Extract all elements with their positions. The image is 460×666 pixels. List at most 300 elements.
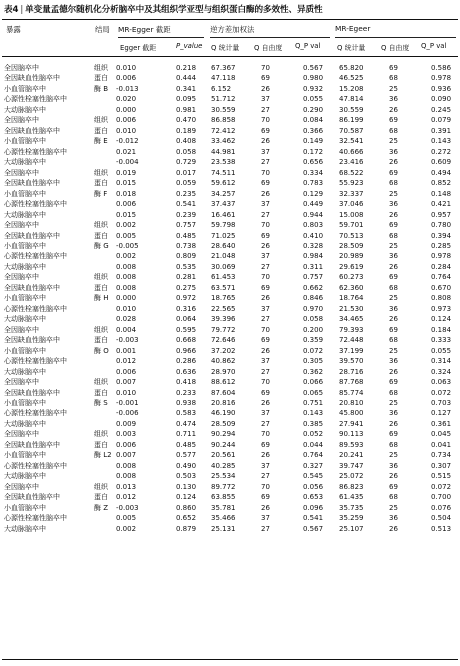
table-row	[4, 388, 460, 398]
exposure-cell: 全因脑卒中	[4, 64, 39, 72]
table-row	[4, 105, 460, 115]
outcome-cell: 酶 O	[94, 346, 109, 355]
mregger-q-df-cell: 36	[389, 252, 398, 261]
ivw-q-pval-cell: 0.334	[303, 168, 324, 177]
exposure-cell: 全因脑卒中	[4, 378, 39, 387]
ivw-q-stat-cell: 90.294	[211, 430, 236, 439]
ivw-q-df-cell: 27	[261, 105, 270, 114]
exposure-cell: 大动脉脑卒中	[4, 472, 46, 481]
p-value-cell: 0.981	[176, 105, 197, 114]
ivw-q-df-cell: 27	[261, 262, 270, 271]
mregger-q-stat-cell: 59.701	[339, 221, 364, 230]
outcome-cell	[94, 314, 116, 324]
mregger-q-pval-cell: 0.285	[431, 241, 452, 250]
p-value-cell: 0.316	[176, 304, 197, 313]
p-value-cell: 0.938	[176, 399, 197, 407]
exposure-cell: 大动脉脑卒中	[4, 315, 46, 324]
header-mregger-q-df: Q 自由度	[381, 44, 410, 52]
egger-intercept-cell: 0.015	[116, 179, 137, 188]
mregger-q-stat-cell: 46.525	[339, 74, 364, 83]
outcome-cell: 组织	[94, 273, 108, 282]
ivw-q-stat-cell: 30.069	[211, 262, 236, 271]
ivw-q-df-cell: 37	[261, 409, 270, 418]
ivw-q-pval-cell: 0.328	[303, 241, 324, 250]
egger-intercept-cell: 0.010	[116, 126, 137, 135]
table-row	[4, 503, 460, 513]
ivw-q-stat-cell: 21.048	[211, 252, 236, 261]
p-value-cell: 0.668	[176, 336, 197, 345]
egger-intercept-cell: 0.006	[116, 74, 137, 83]
mregger-q-df-cell: 26	[389, 472, 398, 481]
mregger-q-stat-cell: 79.393	[339, 325, 364, 334]
outcome-cell: 组织	[94, 168, 108, 177]
mregger-q-df-cell: 25	[389, 294, 398, 303]
mregger-q-pval-cell: 0.421	[431, 200, 452, 209]
mregger-q-df-cell: 69	[389, 325, 398, 334]
p-value-cell: 0.474	[176, 419, 197, 428]
mregger-q-stat-cell: 20.810	[339, 399, 364, 407]
p-value-cell: 0.966	[176, 346, 197, 355]
ivw-q-df-cell: 26	[261, 399, 270, 407]
ivw-q-pval-cell: 0.044	[303, 440, 324, 449]
ivw-q-stat-cell: 28.970	[211, 367, 236, 376]
egger-intercept-cell: 0.021	[116, 147, 137, 156]
table-row	[4, 314, 460, 324]
outcome-cell	[94, 356, 116, 366]
ivw-q-df-cell: 27	[261, 419, 270, 428]
mregger-q-stat-cell: 70.587	[339, 126, 364, 135]
ivw-q-pval-cell: 0.362	[303, 367, 324, 376]
mregger-q-pval-cell: 0.978	[431, 74, 452, 83]
table-caption: 单变量孟德尔随机化分析脑卒中及其组织学亚型与组织蛋白酶的多效性、异质性	[25, 5, 323, 15]
exposure-cell: 全因缺血性脑卒中	[4, 388, 60, 397]
ivw-q-pval-cell: 0.143	[303, 409, 324, 418]
mregger-q-pval-cell: 0.148	[431, 189, 452, 198]
outcome-cell: 蛋白	[94, 336, 108, 345]
mregger-q-stat-cell: 18.764	[339, 294, 364, 303]
header-rule	[2, 56, 458, 57]
mregger-q-df-cell: 25	[389, 346, 398, 355]
ivw-q-df-cell: 26	[261, 137, 270, 146]
egger-intercept-cell: 0.005	[116, 231, 137, 240]
p-value-cell: 0.595	[176, 325, 197, 334]
egger-intercept-cell: 0.009	[116, 419, 137, 428]
table-row	[4, 419, 460, 429]
ivw-q-df-cell: 37	[261, 514, 270, 523]
egger-intercept-cell: -0.005	[116, 241, 139, 250]
mregger-q-df-cell: 68	[389, 336, 398, 345]
mregger-q-pval-cell: 0.072	[431, 482, 452, 491]
egger-intercept-cell: -0.012	[116, 137, 139, 146]
outcome-cell: 蛋白	[94, 231, 108, 240]
ivw-q-stat-cell: 63.855	[211, 493, 236, 502]
egger-intercept-cell: 0.013	[116, 482, 137, 491]
outcome-cell: 组织	[94, 378, 108, 387]
p-value-cell: 0.064	[176, 315, 197, 324]
ivw-q-df-cell: 26	[261, 84, 270, 93]
ivw-q-stat-cell: 37.437	[211, 200, 236, 209]
ivw-q-pval-cell: 0.055	[303, 95, 324, 104]
mregger-q-stat-cell: 28.716	[339, 367, 364, 376]
egger-intercept-cell: 0.000	[116, 294, 137, 303]
mregger-q-stat-cell: 86.199	[339, 116, 364, 125]
mregger-q-pval-cell: 0.703	[431, 399, 452, 407]
ivw-q-df-cell: 69	[261, 493, 270, 502]
table-row	[4, 293, 460, 303]
p-value-cell: 0.444	[176, 74, 197, 83]
outcome-cell: 组织	[94, 116, 108, 125]
egger-intercept-cell: 0.008	[116, 472, 137, 481]
ivw-q-df-cell: 69	[261, 440, 270, 449]
exposure-cell: 小血管脑卒中	[4, 84, 46, 93]
egger-intercept-cell: 0.005	[116, 514, 137, 523]
outcome-cell: 蛋白	[94, 493, 108, 502]
exposure-cell: 全因脑卒中	[4, 221, 39, 230]
mregger-q-df-cell: 26	[389, 210, 398, 219]
mregger-q-pval-cell: 0.272	[431, 147, 452, 156]
ivw-q-df-cell: 37	[261, 357, 270, 366]
outcome-cell: 酶 L2	[94, 451, 112, 460]
p-value-cell: 0.541	[176, 200, 197, 209]
ivw-q-pval-cell: 0.172	[303, 147, 324, 156]
ivw-q-pval-cell: 0.305	[303, 357, 324, 366]
outcome-cell: 组织	[94, 221, 108, 230]
p-value-cell: 0.058	[176, 147, 197, 156]
mregger-q-df-cell: 69	[389, 116, 398, 125]
p-value-cell: 0.408	[176, 137, 197, 146]
ivw-q-pval-cell: 0.984	[303, 252, 324, 261]
ivw-q-stat-cell: 74.511	[211, 168, 236, 177]
exposure-cell: 全因脑卒中	[4, 325, 39, 334]
mregger-q-stat-cell: 34.465	[339, 315, 364, 324]
ivw-q-df-cell: 27	[261, 472, 270, 481]
exposure-cell: 大动脉脑卒中	[4, 210, 46, 219]
mregger-q-stat-cell: 15.008	[339, 210, 364, 219]
outcome-cell: 酶 F	[94, 189, 108, 198]
egger-intercept-cell: -0.004	[116, 158, 139, 167]
mregger-q-df-cell: 68	[389, 231, 398, 240]
mregger-q-stat-cell: 45.800	[339, 409, 364, 418]
ivw-group-underline	[210, 37, 330, 38]
table-row	[4, 147, 460, 157]
p-value-cell: 0.286	[176, 357, 197, 366]
ivw-q-df-cell: 69	[261, 283, 270, 292]
ivw-q-df-cell: 27	[261, 524, 270, 533]
ivw-q-stat-cell: 90.244	[211, 440, 236, 449]
mregger-q-df-cell: 36	[389, 200, 398, 209]
table-row	[4, 73, 460, 83]
exposure-cell: 全因脑卒中	[4, 116, 39, 125]
outcome-cell	[94, 524, 116, 534]
exposure-cell: 全因缺血性脑卒中	[4, 231, 60, 240]
table-row	[4, 220, 460, 230]
table-row	[4, 94, 460, 104]
mregger-q-df-cell: 25	[389, 399, 398, 407]
mregger-q-pval-cell: 0.734	[431, 451, 452, 460]
mregger-q-stat-cell: 25.072	[339, 472, 364, 481]
table-row	[4, 115, 460, 125]
exposure-cell: 全因脑卒中	[4, 168, 39, 177]
egger-intercept-cell: -0.003	[116, 503, 139, 512]
exposure-cell: 心源性栓塞性脑卒中	[4, 514, 67, 523]
ivw-q-df-cell: 70	[261, 116, 270, 125]
header-ivw-q-stat: Q 统计量	[211, 44, 240, 52]
exposure-cell: 全因脑卒中	[4, 430, 39, 439]
ivw-q-pval-cell: 0.653	[303, 493, 324, 502]
outcome-cell	[94, 513, 116, 523]
header-egger-group: MR-Egger 截距	[118, 25, 171, 34]
table-row	[4, 367, 460, 377]
mregger-q-df-cell: 36	[389, 461, 398, 470]
mregger-q-df-cell: 69	[389, 221, 398, 230]
mregger-q-stat-cell: 72.448	[339, 336, 364, 345]
ivw-q-df-cell: 27	[261, 210, 270, 219]
p-value-cell: 0.130	[176, 482, 197, 491]
ivw-q-df-cell: 69	[261, 336, 270, 345]
mregger-q-df-cell: 26	[389, 315, 398, 324]
exposure-cell: 全因缺血性脑卒中	[4, 283, 60, 292]
exposure-cell: 大动脉脑卒中	[4, 105, 46, 114]
ivw-q-df-cell: 27	[261, 158, 270, 167]
table-row	[4, 524, 460, 534]
egger-intercept-cell: 0.010	[116, 388, 137, 397]
p-value-cell: 0.636	[176, 367, 197, 376]
egger-intercept-cell: 0.015	[116, 210, 137, 219]
table-row	[4, 199, 460, 209]
mregger-q-stat-cell: 35.735	[339, 503, 364, 512]
exposure-cell: 大动脉脑卒中	[4, 367, 46, 376]
ivw-q-pval-cell: 0.545	[303, 472, 324, 481]
egger-intercept-cell: 0.010	[116, 64, 137, 72]
mregger-q-stat-cell: 61.435	[339, 493, 364, 502]
mregger-q-stat-cell: 25.107	[339, 524, 364, 533]
ivw-q-df-cell: 69	[261, 231, 270, 240]
ivw-q-pval-cell: 0.541	[303, 514, 324, 523]
table-row	[4, 251, 460, 261]
p-value-cell: 0.503	[176, 472, 197, 481]
table-row	[4, 440, 460, 450]
table-title	[4, 3, 322, 15]
ivw-q-stat-cell: 46.190	[211, 409, 236, 418]
exposure-cell: 全因脑卒中	[4, 482, 39, 491]
table-row	[4, 429, 460, 439]
ivw-q-df-cell: 37	[261, 200, 270, 209]
mregger-q-pval-cell: 0.124	[431, 315, 452, 324]
p-value-cell: 0.860	[176, 503, 197, 512]
p-value-cell: 0.738	[176, 241, 197, 250]
ivw-q-pval-cell: 0.751	[303, 399, 324, 407]
mregger-q-stat-cell: 39.570	[339, 357, 364, 366]
mregger-q-df-cell: 26	[389, 158, 398, 167]
outcome-cell	[94, 157, 116, 167]
mregger-q-df-cell: 26	[389, 524, 398, 533]
ivw-q-pval-cell: 0.084	[303, 116, 324, 125]
mregger-group-underline	[335, 37, 456, 38]
mregger-q-stat-cell: 39.747	[339, 461, 364, 470]
table-row	[4, 189, 460, 199]
mregger-q-stat-cell: 47.814	[339, 95, 364, 104]
egger-intercept-cell: 0.006	[116, 116, 137, 125]
ivw-q-pval-cell: 0.410	[303, 231, 324, 240]
egger-intercept-cell: 0.008	[116, 283, 137, 292]
mregger-q-stat-cell: 32.337	[339, 189, 364, 198]
egger-group-underline	[118, 37, 204, 38]
mregger-q-pval-cell: 0.307	[431, 461, 452, 470]
mregger-q-pval-cell: 0.324	[431, 367, 452, 376]
ivw-q-pval-cell: 0.944	[303, 210, 324, 219]
ivw-q-df-cell: 69	[261, 126, 270, 135]
exposure-cell: 小血管脑卒中	[4, 399, 46, 407]
ivw-q-pval-cell: 0.783	[303, 179, 324, 188]
ivw-q-stat-cell: 34.257	[211, 189, 236, 198]
mregger-q-stat-cell: 62.360	[339, 283, 364, 292]
mregger-q-df-cell: 68	[389, 126, 398, 135]
table-row	[4, 398, 460, 408]
mregger-q-stat-cell: 32.541	[339, 137, 364, 146]
mregger-q-df-cell: 26	[389, 419, 398, 428]
p-value-cell: 0.879	[176, 524, 197, 533]
table-row	[4, 231, 460, 241]
mregger-q-df-cell: 69	[389, 430, 398, 439]
mregger-q-df-cell: 26	[389, 262, 398, 271]
outcome-cell: 酶 H	[94, 294, 109, 303]
exposure-cell: 心源性栓塞性脑卒中	[4, 95, 67, 104]
ivw-q-stat-cell: 33.462	[211, 137, 236, 146]
ivw-q-df-cell: 26	[261, 189, 270, 198]
table-row	[4, 283, 460, 293]
header-egger-intercept: Egger 截距	[120, 44, 157, 52]
mregger-q-pval-cell: 0.184	[431, 325, 452, 334]
mregger-q-stat-cell: 90.113	[339, 430, 364, 439]
ivw-q-stat-cell: 28.640	[211, 241, 236, 250]
ivw-q-df-cell: 70	[261, 64, 270, 72]
ivw-q-df-cell: 26	[261, 346, 270, 355]
mregger-q-df-cell: 36	[389, 514, 398, 523]
mregger-q-pval-cell: 0.245	[431, 105, 452, 114]
ivw-q-stat-cell: 79.772	[211, 325, 236, 334]
ivw-q-stat-cell: 67.367	[211, 64, 236, 72]
ivw-q-pval-cell: 0.567	[303, 64, 324, 72]
egger-intercept-cell: -0.006	[116, 409, 139, 418]
ivw-q-stat-cell: 86.858	[211, 116, 236, 125]
ivw-q-stat-cell: 47.118	[211, 74, 236, 83]
mregger-q-pval-cell: 0.494	[431, 168, 452, 177]
mregger-q-stat-cell: 15.208	[339, 84, 364, 93]
mregger-q-df-cell: 25	[389, 84, 398, 93]
exposure-cell: 心源性栓塞性脑卒中	[4, 304, 67, 313]
header-ivw-q-pval: Q_P val	[295, 42, 321, 50]
p-value-cell: 0.095	[176, 95, 197, 104]
mregger-q-pval-cell: 0.143	[431, 137, 452, 146]
mregger-q-df-cell: 36	[389, 147, 398, 156]
outcome-cell: 酶 Z	[94, 503, 109, 512]
mregger-q-pval-cell: 0.090	[431, 95, 452, 104]
mregger-q-df-cell: 68	[389, 179, 398, 188]
mregger-q-stat-cell: 68.522	[339, 168, 364, 177]
egger-intercept-cell: 0.006	[116, 440, 137, 449]
mregger-q-stat-cell: 89.593	[339, 440, 364, 449]
egger-intercept-cell: 0.003	[116, 430, 137, 439]
table-row	[4, 335, 460, 345]
table-row	[4, 126, 460, 136]
p-value-cell: 0.972	[176, 294, 197, 303]
mregger-q-df-cell: 36	[389, 357, 398, 366]
ivw-q-stat-cell: 20.561	[211, 451, 236, 460]
mregger-q-stat-cell: 29.619	[339, 262, 364, 271]
mregger-q-stat-cell: 28.509	[339, 241, 364, 250]
ivw-q-pval-cell: 0.290	[303, 105, 324, 114]
mregger-q-df-cell: 69	[389, 378, 398, 387]
p-value-cell: 0.341	[176, 84, 197, 93]
mregger-q-stat-cell: 65.820	[339, 64, 364, 72]
exposure-cell: 全因缺血性脑卒中	[4, 493, 60, 502]
exposure-cell: 全因缺血性脑卒中	[4, 440, 60, 449]
mregger-q-df-cell: 68	[389, 440, 398, 449]
p-value-cell: 0.757	[176, 221, 197, 230]
ivw-q-df-cell: 70	[261, 482, 270, 491]
table-row	[4, 168, 460, 178]
table-row	[4, 492, 460, 502]
mregger-q-pval-cell: 0.391	[431, 126, 452, 135]
mregger-q-pval-cell: 0.670	[431, 283, 452, 292]
ivw-q-stat-cell: 39.396	[211, 315, 236, 324]
ivw-q-df-cell: 27	[261, 367, 270, 376]
table-row	[4, 461, 460, 471]
ivw-q-stat-cell: 89.772	[211, 482, 236, 491]
outcome-cell	[94, 251, 116, 261]
ivw-q-df-cell: 69	[261, 388, 270, 397]
exposure-cell: 心源性栓塞性脑卒中	[4, 409, 67, 418]
mregger-q-df-cell: 69	[389, 482, 398, 491]
table-row	[4, 241, 460, 251]
egger-intercept-cell: 0.000	[116, 105, 137, 114]
mregger-q-stat-cell: 35.259	[339, 514, 364, 523]
ivw-q-df-cell: 37	[261, 252, 270, 261]
outcome-cell: 蛋白	[94, 74, 108, 83]
table-row	[4, 450, 460, 460]
egger-intercept-cell: 0.001	[116, 346, 137, 355]
header-exposure: 暴露	[6, 25, 21, 34]
table-row	[4, 408, 460, 418]
header-mregger-q-stat: Q 统计量	[337, 44, 366, 52]
ivw-q-pval-cell: 0.311	[303, 262, 324, 271]
table-row	[4, 272, 460, 282]
mregger-q-pval-cell: 0.072	[431, 388, 452, 397]
ivw-q-stat-cell: 71.025	[211, 231, 236, 240]
egger-intercept-cell: 0.010	[116, 304, 137, 313]
outcome-cell: 蛋白	[94, 283, 108, 292]
egger-intercept-cell: 0.008	[116, 262, 137, 271]
outcome-cell: 蛋白	[94, 440, 108, 449]
mregger-q-pval-cell: 0.055	[431, 346, 452, 355]
mregger-q-stat-cell: 27.941	[339, 419, 364, 428]
exposure-cell: 全因缺血性脑卒中	[4, 179, 60, 188]
egger-intercept-cell: 0.004	[116, 325, 137, 334]
mregger-q-df-cell: 25	[389, 241, 398, 250]
table-row	[4, 210, 460, 220]
ivw-q-stat-cell: 72.412	[211, 126, 236, 135]
mregger-q-pval-cell: 0.513	[431, 524, 452, 533]
ivw-q-df-cell: 69	[261, 179, 270, 188]
exposure-cell: 小血管脑卒中	[4, 503, 46, 512]
ivw-q-stat-cell: 59.612	[211, 179, 236, 188]
ivw-q-pval-cell: 0.449	[303, 200, 324, 209]
ivw-q-df-cell: 26	[261, 503, 270, 512]
table-row	[4, 84, 460, 94]
ivw-q-stat-cell: 22.565	[211, 304, 236, 313]
table-label: 表4	[4, 5, 19, 15]
table-row	[4, 471, 460, 481]
